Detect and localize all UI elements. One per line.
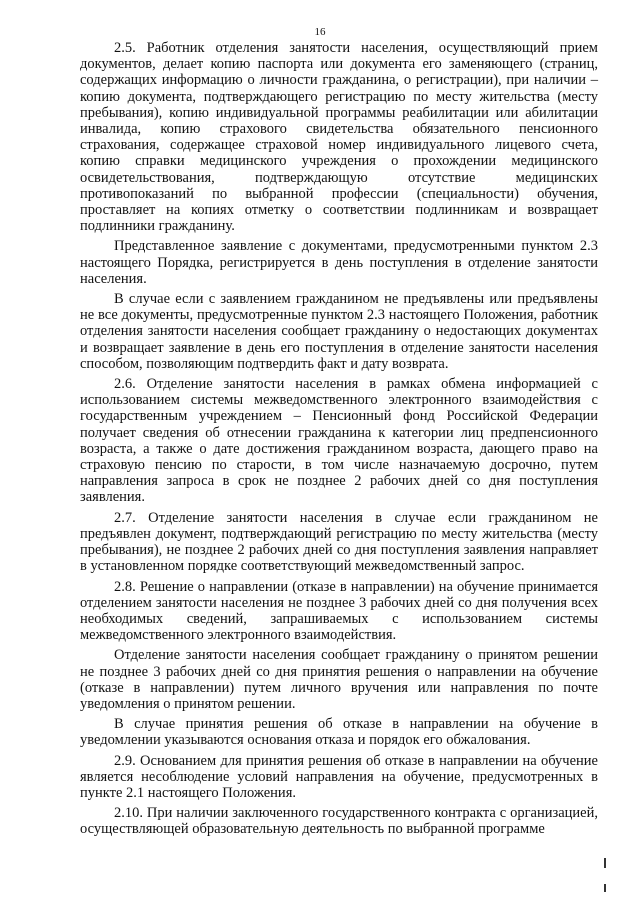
paragraph-notification: Отделение занятости населения сообщает гражданину о принятом решении не позднее 3 рабочих дней со дня принятия решения о направлении на обучение (отказе в направлении) путем личного вручения или направления по почте уведомления о принятом решении. — [80, 647, 598, 712]
paragraph-refusal-grounds: В случае принятия решения об отказе в направлении на обучение в уведомлении указываются основания отказа и порядок его обжалования. — [80, 716, 598, 749]
paragraph-2-10: 2.10. При наличии заключенного государственного контракта с организацией, осуществляющей образовательную деятельность по выбранной программе — [80, 805, 598, 838]
page-number: 16 — [314, 26, 326, 38]
paragraph-2-7: 2.7. Отделение занятости населения в случае если гражданином не предъявлен документ, подтверждающий регистрацию по месту жительства (месту пребывания), не позднее 2 рабочих дней со дня поступления заявления направляет в установленном порядке соответствующий межведомственный запрос. — [80, 509, 598, 575]
paragraph-missing-documents: В случае если с заявлением гражданином не предъявлены или предъявлены не все документы, предусмотренные пунктом 2.3 настоящего Положения, работник отделения занятости населения сообщает гражданину о недостающих документах и возвращает заявление в день его поступления в отделение занятости населения способом, позволяющим подтвердить факт и дату возврата. — [80, 291, 598, 372]
paragraph-2-8: 2.8. Решение о направлении (отказе в направлении) на обучение принимается отделением занятости населения не позднее 3 рабочих дней со дня получения всех необходимых сведений, запрашиваемых с использованием системы межведомственного электронного взаимодействия. — [80, 578, 598, 644]
paragraph-2-9: 2.9. Основанием для принятия решения об отказе в направлении на обучение является несоблюдение условий направления на обучение, предусмотренных в пункте 2.1 настоящего Положения. — [80, 752, 598, 801]
paragraph-2-5: 2.5. Работник отделения занятости населения, осуществляющий прием документов, делает копию паспорта или документа его заменяющего (страниц, содержащих информацию о личности гражданина, о регистрации), при наличии – копию документа, подтверждающего регистрацию по месту жительства (месту пребывания), копию индивидуальной программы реабилитации или абилитации инвалида, копию страхового свидетельства обязательного пенсионного страхования, содержащее страховой номер индивидуального лицевого счета, копию справки медицинского учреждения о прохождении медицинского освидетельствования, подтверждающую отсутствие медицинских противопоказаний по выбранной профессии (специальности) обучения, проставляет на копиях отметку о соответствии подлинникам и возвращает подлинники гражданину. — [80, 40, 598, 235]
scan-mark — [604, 884, 606, 892]
scan-mark — [604, 858, 606, 868]
paragraph-2-6: 2.6. Отделение занятости населения в рамках обмена информацией с использованием системы межведомственного электронного взаимодействия с государственным учреждением – Пенсионный фонд Российской Федерации получает сведения об отнесении гражданина к категории лиц предпенсионного возраста, а также о дате достижения гражданином возраста, дающего право на страховую пенсию по старости, в том числе назначаемую досрочно, путем направления запроса в срок не позднее 2 рабочих дней со дня поступления заявления. — [80, 376, 598, 506]
document-body — [80, 40, 598, 838]
paragraph-registration: Представленное заявление с документами, предусмотренными пунктом 2.3 настоящего Порядка, регистрируется в день поступления в отделение занятости населения. — [80, 238, 598, 287]
